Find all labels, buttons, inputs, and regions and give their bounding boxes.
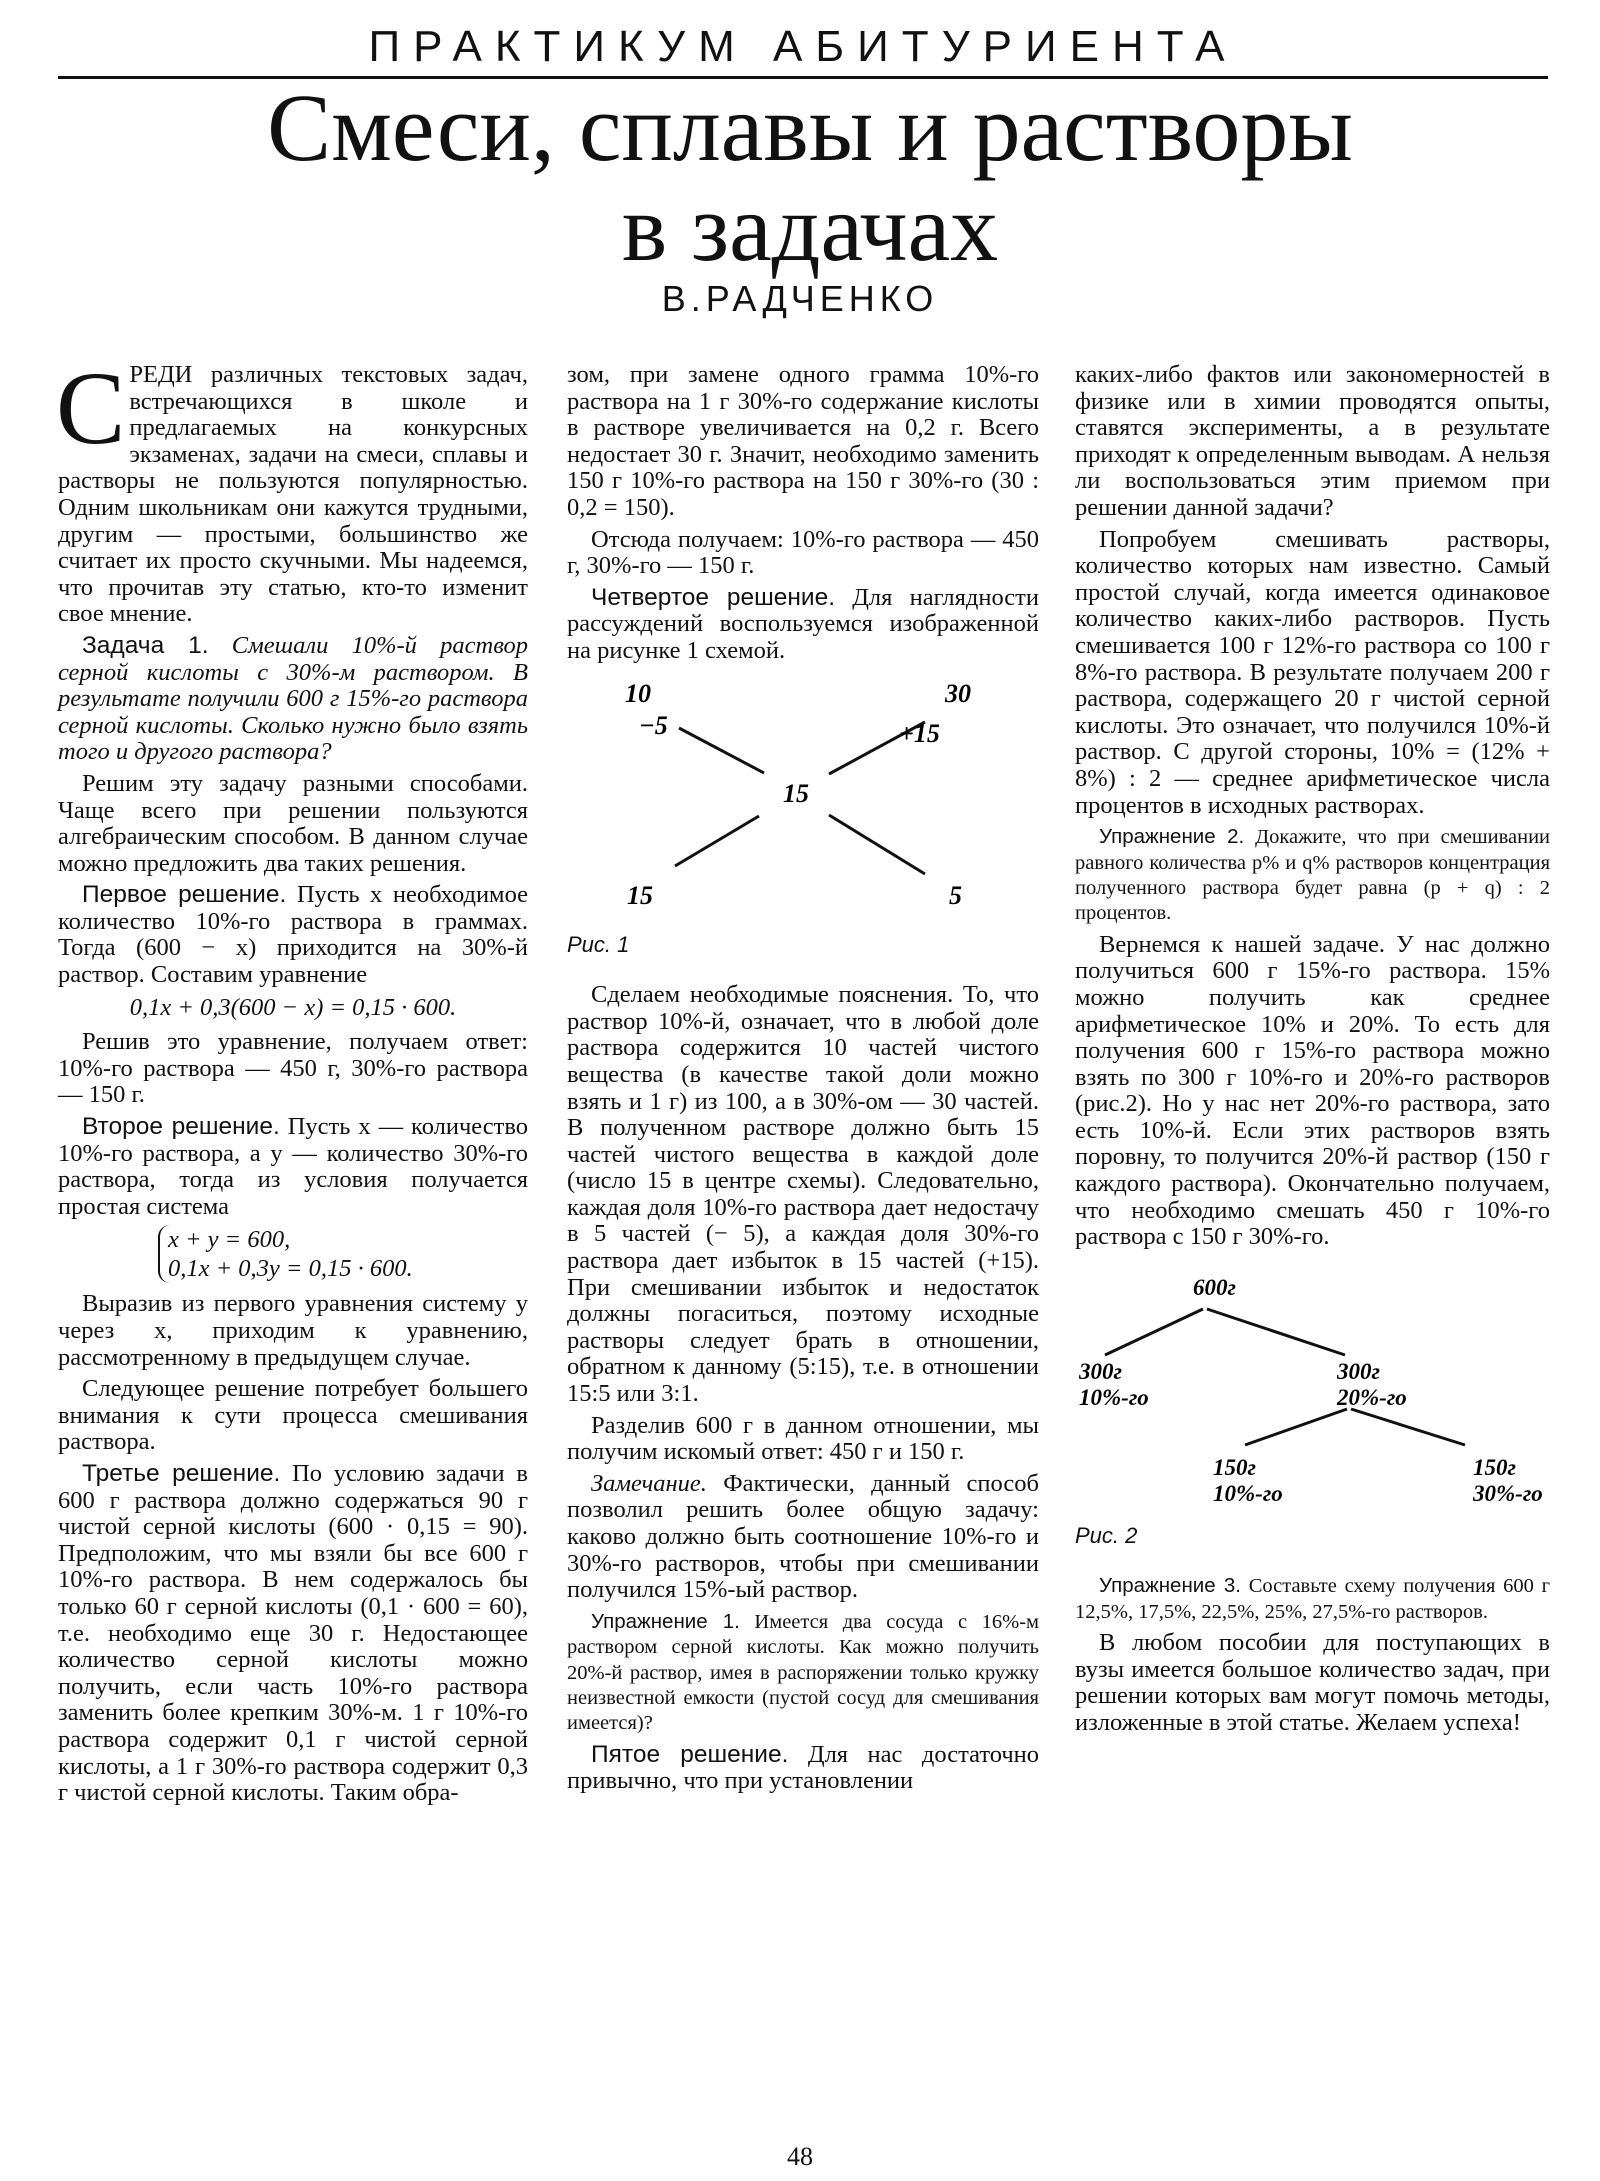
fig1-center: 15 bbox=[783, 778, 809, 808]
fig2-left-amount: 300г bbox=[1079, 1358, 1122, 1384]
solution-4 bbox=[567, 585, 1039, 665]
task-1-label: Задача 1. bbox=[82, 631, 209, 659]
remark-text: Фактически, данный способ позволил решить более общую задачу: каково должно быть соотношение 10%-го и 30%-го растворов, чтобы при смешивании получился 15%-ый раствор. bbox=[567, 1469, 1039, 1604]
fig2-mid-amount: 300г bbox=[1337, 1358, 1380, 1384]
column-2 bbox=[567, 362, 1039, 1800]
system-line-1: x + y = 600, bbox=[168, 1226, 291, 1254]
column-3 bbox=[1075, 362, 1550, 1742]
solution-3-text: По условию задачи в 600 г раствора должно содержаться 90 г чистой серной кислоты (600 · 0,15 = 90). Предположим, что мы взяли бы все 600 г 10%-го раствора. В нем содержалось бы только 60 г серной кислоты (0,1 · 600 = 60), т.е. необходимо еще 30 г. Недостающее количество серной кислоты можно получить, если часть 10%-го раствора заменить более крепким 30%-м. 1 г 10%-го раствора содержит 0,1 г чистой серной кислоты, а 1 г 30%-го раствора содержит 0,3 г чистой серной кислоты. Таким обра- bbox=[58, 1459, 528, 1807]
exercise-2 bbox=[1075, 824, 1550, 927]
paragraph: Попробуем смешивать растворы, количество которых нам известно. Самый простой случай, когда имеется одинаковое количество каких-либо растворов. Пусть смешивается 100 г 12%-го раствора со 100 г 8%-го раствора. В результате получаем 200 г раствора, содержащего 20 г чистой серной кислоты. Это означает, что получился 10%-й раствор. С другой стороны, 10% = (12% + 8%) : 2 — среднее арифметическое числа процентов в исходных растворах. bbox=[1075, 525, 1550, 819]
section-header: ПРАКТИКУМ АБИТУРИЕНТА bbox=[368, 22, 1238, 71]
paragraph: зом, при замене одного грамма 10%-го раствора на 1 г 30%-го содержание кислоты в растворе увеличивается на 0,2 г. Всего недостает 30 г. Значит, необходимо заменить 150 г 10%-го раствора на 150 г 30%-го (30 : 0,2 = 150). bbox=[567, 361, 1039, 521]
fig2-left-conc: 10%-го bbox=[1079, 1384, 1149, 1410]
solution-1 bbox=[58, 882, 528, 988]
fig1-minus: −5 bbox=[639, 710, 668, 740]
tree-line bbox=[1245, 1409, 1347, 1445]
figure-2-caption: Рис. 2 bbox=[1075, 1522, 1138, 1548]
solution-2-text: Пусть x — количество 10%-го раствора, а y — количество 30%-го раствора, тогда из условия получается простая система bbox=[58, 1113, 528, 1220]
system-line-2: 0,1x + 0,3y = 0,15 · 600. bbox=[168, 1255, 413, 1283]
paragraph: каких-либо фактов или закономерностей в физике или в химии проводятся опыты, ставятся эксперименты, а в результате приходят к определенным выводам. А нельзя ли воспользоваться этим приемом при решении данной задачи? bbox=[1075, 361, 1550, 521]
exercise-1 bbox=[567, 1609, 1039, 1737]
column-1 bbox=[56, 351, 529, 1812]
cross-line bbox=[829, 815, 925, 874]
tree-line bbox=[1105, 1309, 1203, 1355]
solution-4-label: Четвертое решение. bbox=[591, 583, 836, 611]
exercise-3-text: Составьте схему получения 600 г 12,5%, 17,5%, 22,5%, 25%, 27,5%-го растворов. bbox=[1075, 1575, 1550, 1623]
fig2-br-amount: 150г bbox=[1473, 1454, 1516, 1480]
task-1 bbox=[58, 633, 528, 766]
cross-line bbox=[675, 816, 759, 866]
figure-1-cross-diagram bbox=[567, 670, 1039, 932]
solution-2 bbox=[58, 1114, 528, 1220]
paragraph: В любом пособии для поступающих в вузы имеется большое количество задач, при решении которых вам могут помочь методы, изложенные в этой статье. Желаем успеха! bbox=[1075, 1629, 1550, 1737]
paragraph: Выразив из первого уравнения систему y через x, приходим к уравнению, рассмотренному в предыдущем случае. bbox=[58, 1290, 528, 1371]
tree-line bbox=[1351, 1409, 1465, 1445]
paragraph: Вернемся к нашей задаче. У нас должно получиться 600 г 15%-го раствора. 15% можно получить как среднее арифметическое 10% и 20%. То есть для получения 600 г 15%-го раствора можно взять по 300 г 10%-го и 20%-го растворов (рис.2). Но у нас нет 20%-го раствора, зато есть 10%-й. Если этих растворов взять поровну, то получится 20%-й раствор (150 г каждого раствора). Окончательно получаем, что необходимо смешать 450 г 10%-го раствора с 150 г 30%-го. bbox=[1075, 930, 1550, 1251]
fig2-br-conc: 30%-го bbox=[1473, 1480, 1543, 1506]
solution-4-text: Для наглядности рассуждений воспользуемся изображенной на рисунке 1 схемой. bbox=[567, 583, 1039, 664]
fig2-bl-conc: 10%-го bbox=[1213, 1480, 1283, 1506]
equation-1: 0,1x + 0,3(600 − x) = 0,15 · 600. bbox=[129, 993, 457, 1021]
title-line-1: Смеси, сплавы и растворы bbox=[267, 74, 1353, 181]
solution-1-text: Пусть x необходимое количество 10%-го раствора в граммах. Тогда (600 − x) приходится на 30%-й раствор. Составим уравнение bbox=[58, 881, 528, 989]
page-number: 48 bbox=[787, 2142, 813, 2171]
solution-2-label: Второе решение. bbox=[82, 1113, 280, 1141]
exercise-1-label: Упражнение 1. bbox=[591, 1609, 740, 1633]
article-title bbox=[100, 74, 1520, 281]
drop-cap: С bbox=[56, 351, 126, 466]
solution-5-text: Для нас достаточно привычно, что при установлении bbox=[567, 1740, 1039, 1795]
remark-label: Замечание. bbox=[591, 1469, 707, 1497]
tree-line bbox=[1207, 1309, 1345, 1355]
paragraph: Решив это уравнение, получаем ответ: 10%-го раствора — 450 г, 30%-го раствора — 150 г. bbox=[58, 1028, 528, 1109]
paragraph: Следующее решение потребует большего внимания к сути процесса смешивания раствора. bbox=[58, 1375, 528, 1456]
fig2-mid-conc: 20%-го bbox=[1337, 1384, 1407, 1410]
task-1-text: Смешали 10%-й раствор серной кислоты с 30%-м раствором. В результате получили 600 г 15%-го раствора серной кислоты. Сколько нужно было взять того и другого раствора? bbox=[58, 631, 529, 766]
equation-system bbox=[158, 1225, 528, 1283]
fig1-top-left: 10 bbox=[625, 678, 651, 708]
paragraph: Решим эту задачу разными способами. Чаще всего при решении пользуются алгебраическим способом. В данном случае можно предложить два таких решения. bbox=[58, 769, 528, 877]
title-line-2: в задачах bbox=[621, 174, 999, 281]
paragraph: Разделив 600 г в данном отношении, мы получим искомый ответ: 450 г и 150 г. bbox=[567, 1411, 1039, 1466]
figure-1-caption: Рис. 1 bbox=[567, 931, 630, 957]
solution-3 bbox=[58, 1461, 528, 1807]
exercise-3 bbox=[1075, 1573, 1550, 1625]
fig1-top-right: 30 bbox=[945, 678, 971, 708]
exercise-2-label: Упражнение 2. bbox=[1099, 825, 1245, 849]
fig1-bottom-right: 5 bbox=[949, 880, 962, 910]
article-author: В.РАДЧЕНКО bbox=[661, 278, 939, 319]
cross-line bbox=[679, 728, 764, 773]
figure-2-tree-diagram bbox=[1075, 1261, 1550, 1523]
paragraph: Отсюда получаем: 10%-го раствора — 450 г, 30%-го — 150 г. bbox=[567, 525, 1039, 580]
fig2-bl-amount: 150г bbox=[1213, 1454, 1256, 1480]
solution-3-label: Третье решение. bbox=[82, 1459, 281, 1487]
fig2-root: 600г bbox=[1193, 1274, 1236, 1300]
solution-5 bbox=[567, 1742, 1039, 1795]
intro-caps: РЕДИ bbox=[129, 361, 193, 388]
solution-5-label: Пятое решение. bbox=[591, 1740, 789, 1768]
fig1-plus: +15 bbox=[899, 718, 940, 748]
intro-text: различных текстовых задач, встречающихся в школе и предлагаемых на конкурсных экзаменах, задачи на смеси, сплавы и растворы не пользуются популярностью. Одним школьникам они кажутся трудными, другим — простыми, большинство же считает их просто скучными. Мы надеемся, что прочитав эту статью, кто-то изменит свое мнение. bbox=[58, 361, 528, 628]
remark bbox=[567, 1471, 1039, 1604]
paragraph: Сделаем необходимые пояснения. То, что раствор 10%-й, означает, что в любой доле раствора содержится 10 частей чистого вещества (в качестве такой доли можно взять и 1 г) из 100, а в 30%-ом — 30 частей. В полученном растворе должно быть 15 частей чистого вещества в каждой доле (число 15 в центре схемы). Следовательно, каждая доля 10%-го раствора дает недостачу в 5 частей (− 5), а каждая доля 30%-го раствора дает избыток в 15 частей (+15). При смешивании избыток и недостаток должны погаситься, поэтому исходные растворы следует брать в отношении, обратном к данному (5:15), т.е. в отношении 15:5 или 3:1. bbox=[567, 981, 1039, 1408]
intro-paragraph bbox=[56, 351, 528, 628]
exercise-3-label: Упражнение 3. bbox=[1099, 1574, 1241, 1598]
exercise-1-text: Имеется два сосуда с 16%-м раствором серной кислоты. Как можно получить 20%-й раствор, имея в распоряжении только кружку неизвестной емкости (пустой сосуд для смешивания имеется)? bbox=[567, 1610, 1039, 1735]
fig1-bottom-left: 15 bbox=[627, 880, 653, 910]
solution-1-label: Первое решение. bbox=[82, 881, 287, 909]
exercise-2-text: Докажите, что при смешивании равного количества p% и q% растворов концентрация полученного раствора будет равна (p + q) : 2 процентов. bbox=[1075, 826, 1551, 925]
